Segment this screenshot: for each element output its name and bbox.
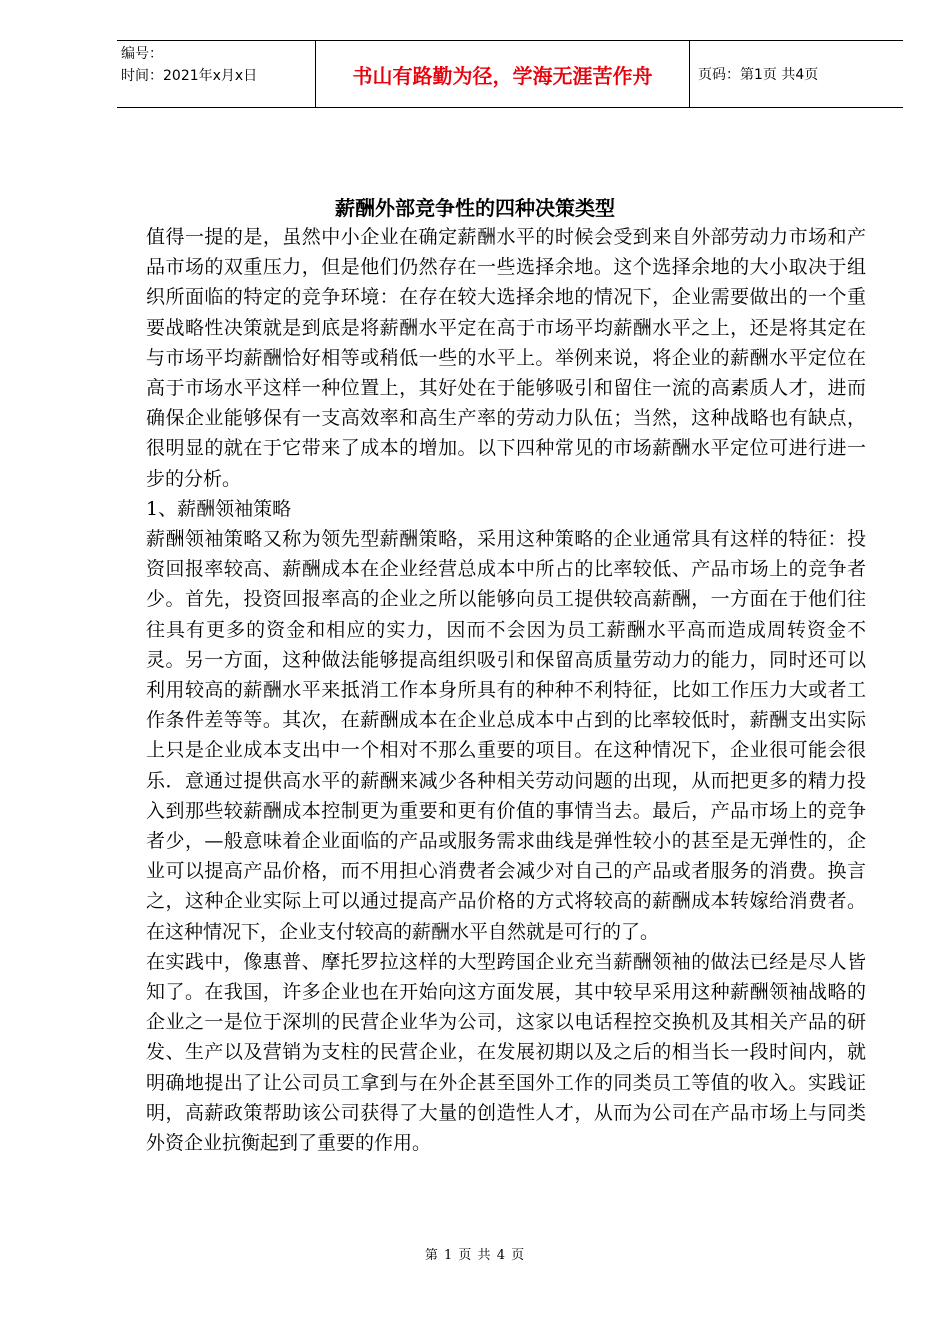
section-heading: 1、薪酬领袖策略	[146, 497, 292, 520]
page-footer: 第 1 页 共 4 页	[424, 1248, 526, 1263]
paragraph-intro: 值得一提的是，虽然中小企业在确定薪酬水平的时候会受到来自外部劳动力市场和产品市场的双重压力，但是他们仍然存在一些选择余地。这个选择余地的大小取决于组织所面临的特定的竞争环境：在存在较大选择余地的情况下，企业需要做出的一个重要战略性决策就是到底是将薪酬水平定在高于市场平均薪酬水平之上，还是将其定在与市场平均薪酬恰好相等或稍低一些的水平上。举例来说，将企业的薪酬水平定位在高于市场水平这样一种位置上，其好处在于能够吸引和留住一流的高素质人才，进而确保企业能够保有一支高效率和高生产率的劳动力队伍；当然，这种战略也有缺点，很明显的就在于它带来了成本的增加。以下四种常见的市场薪酬水平定位可进行进一步的分析。	[146, 226, 866, 490]
header-motto: 书山有路勤为径，学海无涯苦作舟	[315, 41, 690, 107]
page-header	[117, 40, 903, 108]
header-page-label: 页码：第1页 共4页	[698, 67, 819, 83]
document-title: 薪酬外部竞争性的四种决策类型	[335, 196, 615, 220]
doc-number-label: 编号：	[121, 46, 163, 62]
paragraph-practice: 在实践中，像惠普、摩托罗拉这样的大型跨国企业充当薪酬领袖的做法已经是尽人皆知了。在我国，许多企业也在开始向这方面发展，其中较早采用这种薪酬领袖战略的企业之一是位于深圳的民营企业华为公司，这家以电话程控交换机及其相关产品的研发、生产以及营销为支柱的民营企业，在发展初期以及之后的相当长一段时间内，就明确地提出了让公司员工拿到与在外企甚至国外工作的同类员工等值的收入。实践证明，高薪政策帮助该公司获得了大量的创造性人才，从而为公司在产品市场上与同类外资企业抗衡起到了重要的作用。	[146, 950, 866, 1155]
paragraph-strategy: 薪酬领袖策略又称为领先型薪酬策略，采用这种策略的企业通常具有这样的特征：投资回报率较高、薪酬成本在企业经营总成本中所占的比率较低、产品市场上的竞争者少。首先，投资回报率高的企业之所以能够向员工提供较高薪酬，一方面在于他们往往具有更多的资金和相应的实力，因而不会因为员工薪酬水平高而造成周转资金不灵。另一方面，这种做法能够提高组织吸引和保留高质量劳动力的能力，同时还可以利用较高的薪酬水平来抵消工作本身所具有的种种不利特征，比如工作压力大或者工作条件差等等。其次，在薪酬成本在企业总成本中占到的比率较低时，薪酬支出实际上只是企业成本支出中一个相对不那么重要的项目。在这种情况下，企业很可能会很乐．意通过提供高水平的薪酬来减少各种相关劳动问题的出现，从而把更多的精力投入到那些较薪酬成本控制更为重要和更有价值的事情当去。最后，产品市场上的竞争者少，—般意味着企业面临的产品或服务需求曲线是弹性较小的甚至是无弹性的，企业可以提高产品价格，而不用担心消费者会减少对自己的产品或者服务的消费。换言之，这种企业实际上可以通过提高产品价格的方式将较高的薪酬成本转嫁给消费者。在这种情况下，企业支付较高的薪酬水平自然就是可行的了。	[146, 528, 866, 943]
document-body	[146, 222, 866, 1158]
doc-time-label: 时间：2021年x月x日	[121, 68, 258, 84]
header-meta	[117, 41, 315, 107]
